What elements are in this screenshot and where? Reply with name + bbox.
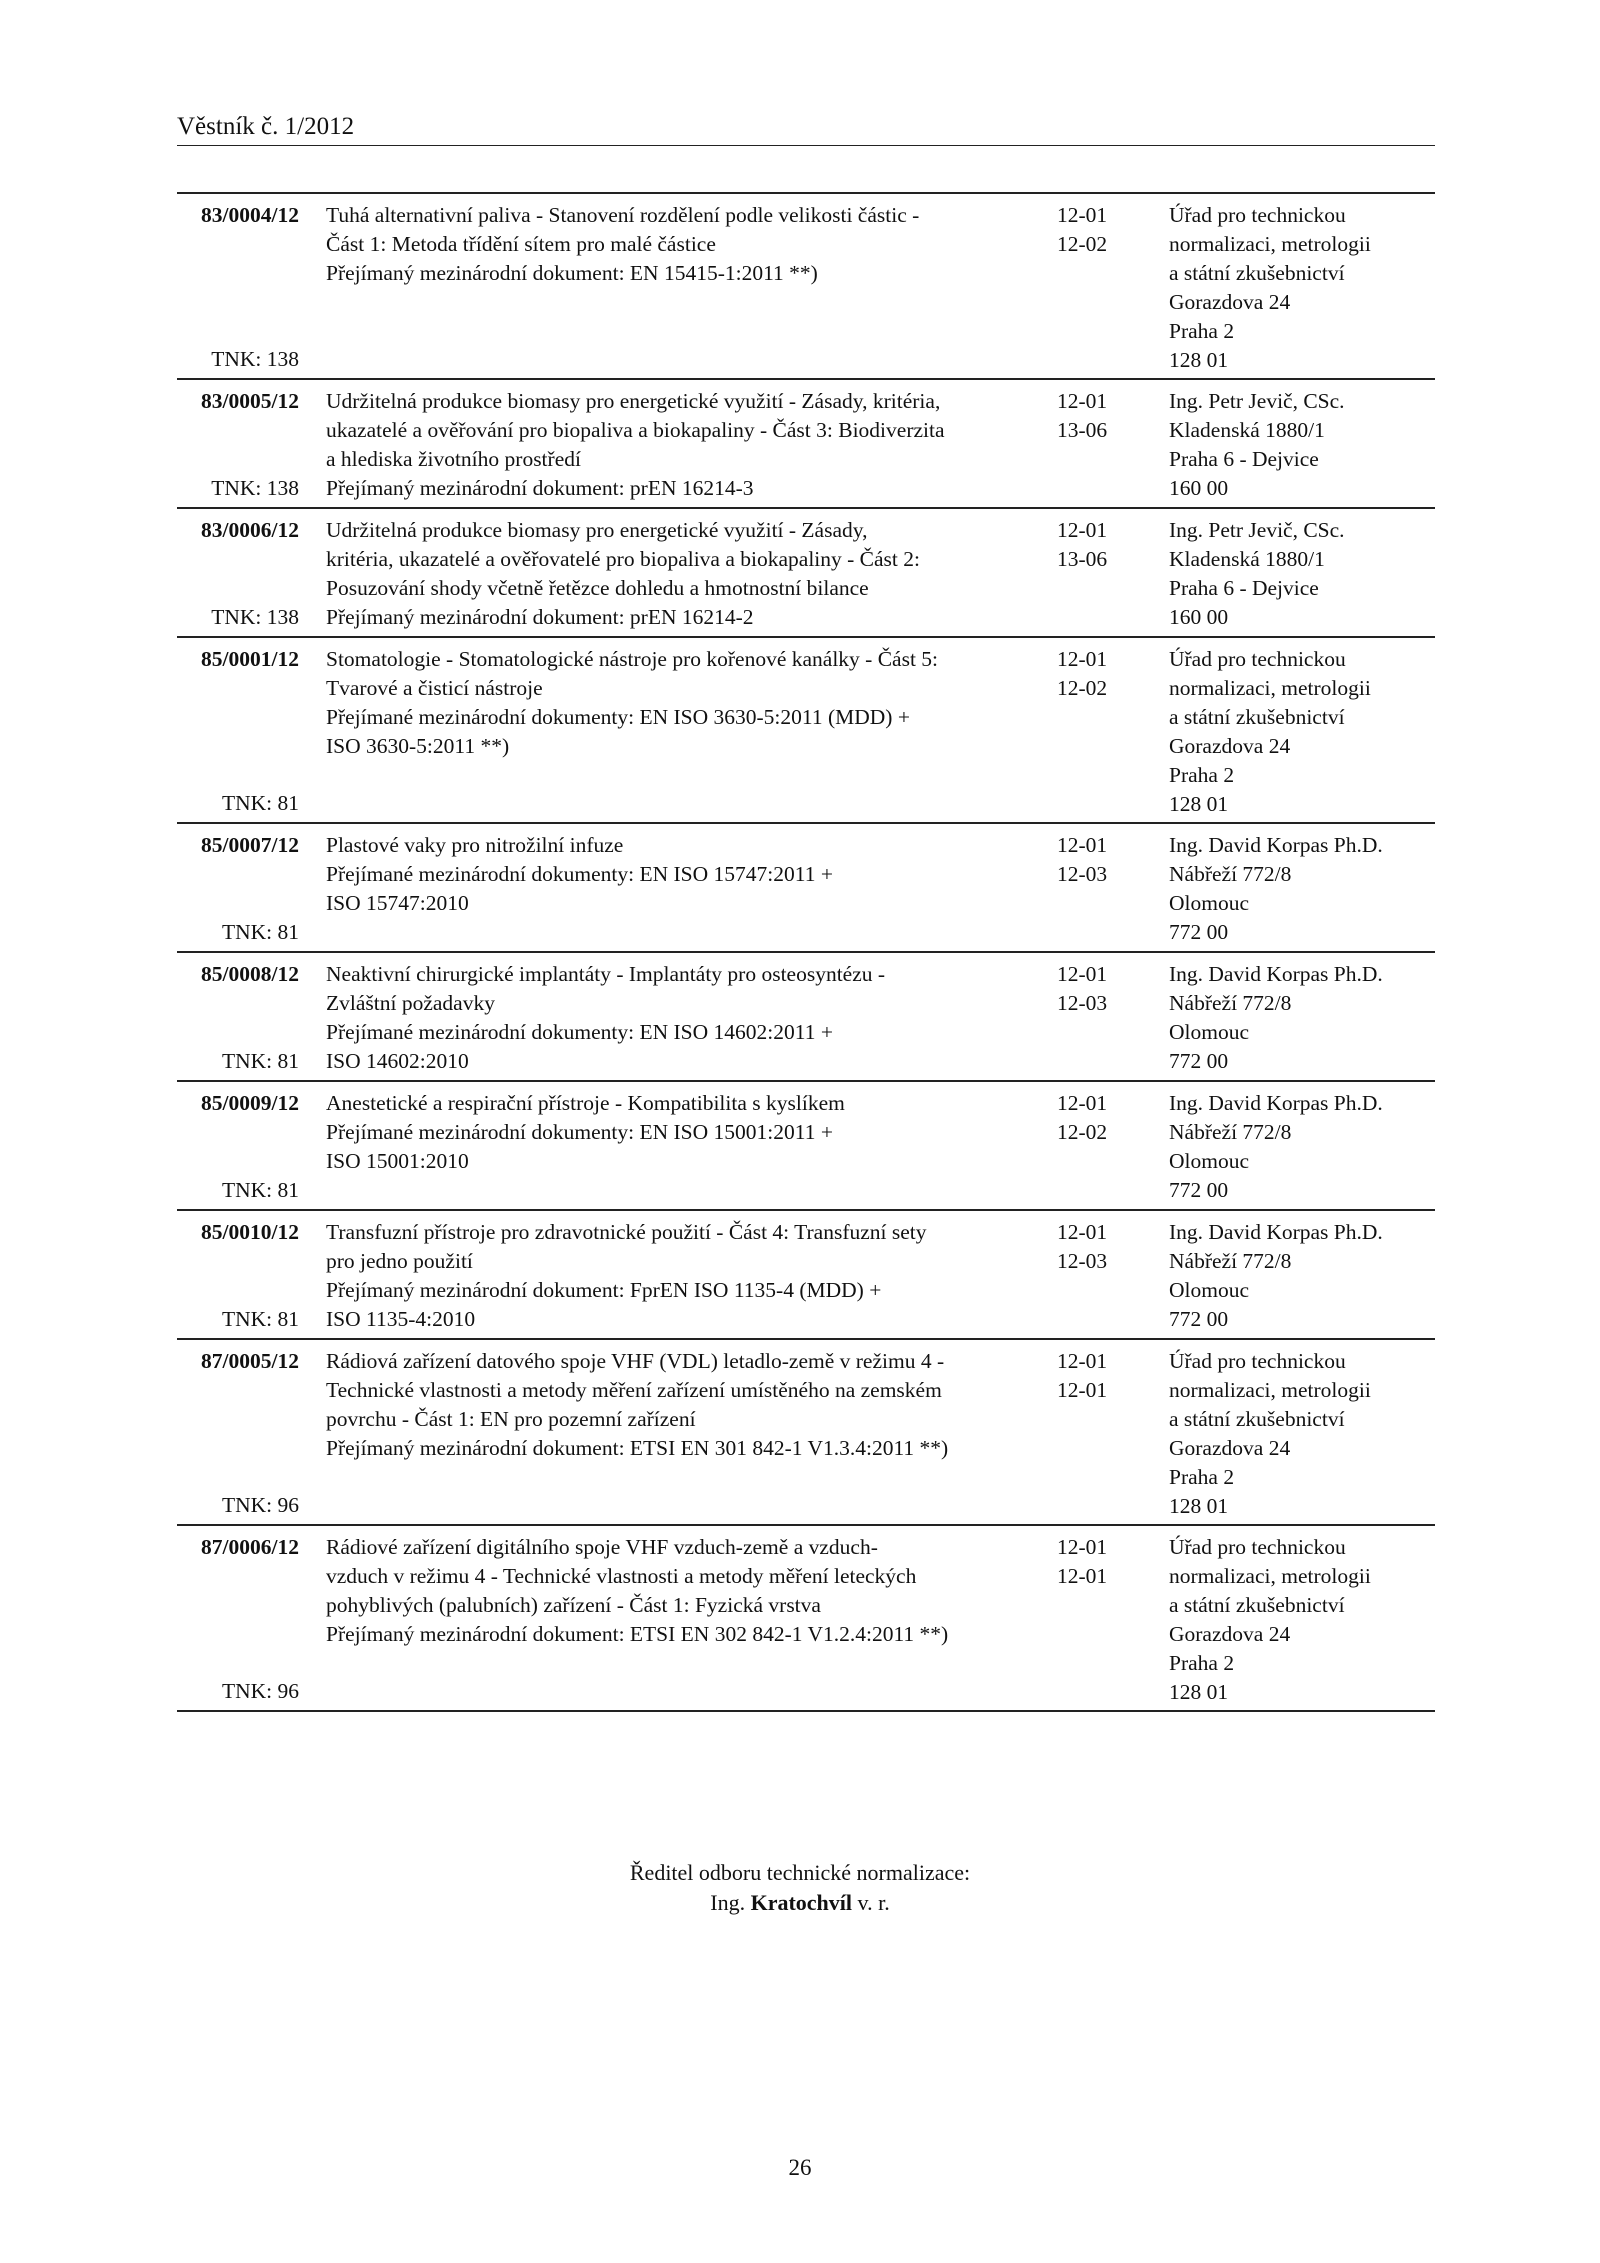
standard-title-line: kritéria, ukazatelé a ověřovatelé pro biopaliva a biokapaliny - Část 2:	[326, 547, 921, 571]
standard-code: 85/0010/12	[201, 1220, 299, 1244]
table-row	[177, 1340, 1435, 1526]
signature-suffix: v. r.	[857, 1890, 890, 1915]
standard-title-line: ISO 3630-5:2011 **)	[326, 734, 510, 758]
processor-address-line: Praha 2	[1169, 1651, 1235, 1675]
processor-address-line: 128 01	[1169, 1680, 1229, 1704]
standard-title-line: Přejímaný mezinárodní dokument: prEN 16214-3	[326, 476, 754, 500]
processor-address-line: Úřad pro technickou	[1169, 647, 1346, 671]
tnk-label: TNK: 81	[221, 920, 299, 944]
standard-title-line: Část 1: Metoda třídění sítem pro malé částice	[326, 232, 716, 256]
processor-address	[1169, 645, 1431, 819]
standard-dates-line: 12-01	[1057, 1091, 1108, 1115]
processor-address-line: Praha 6 - Dejvice	[1169, 447, 1319, 471]
standard-dates-line: 12-03	[1057, 1249, 1108, 1273]
standard-dates-line: 13-06	[1057, 547, 1108, 571]
processor-address	[1169, 960, 1431, 1076]
standard-code: 85/0009/12	[201, 1091, 299, 1115]
processor-address	[1169, 1089, 1431, 1205]
standard-dates	[1057, 1218, 1137, 1276]
processor-address-line: 772 00	[1169, 1178, 1229, 1202]
standard-title-line: Přejímaný mezinárodní dokument: FprEN ISO 1135-4 (MDD) +	[326, 1278, 882, 1302]
standard-code: 85/0001/12	[201, 647, 299, 671]
standard-title	[326, 645, 1046, 761]
standard-dates-line: 12-01	[1057, 1378, 1108, 1402]
standard-title-line: pro jedno použití	[326, 1249, 473, 1273]
standard-title-line: Udržitelná produkce biomasy pro energetické využití - Zásady,	[326, 518, 868, 542]
processor-address	[1169, 1533, 1431, 1707]
standard-dates-line: 12-01	[1057, 389, 1108, 413]
standard-title	[326, 387, 1046, 503]
processor-address	[1169, 1347, 1431, 1521]
table-row	[177, 509, 1435, 638]
standard-title-line: Přejímaný mezinárodní dokument: prEN 16214-2	[326, 605, 754, 629]
standard-title-line: Stomatologie - Stomatologické nástroje pro kořenové kanálky - Část 5:	[326, 647, 939, 671]
processor-address	[1169, 516, 1431, 632]
processor-address	[1169, 387, 1431, 503]
standard-dates-line: 12-01	[1057, 833, 1108, 857]
standard-title	[326, 516, 1046, 632]
processor-address-line: Nábřeží 772/8	[1169, 862, 1292, 886]
header-divider	[177, 145, 1435, 146]
processor-address-line: Kladenská 1880/1	[1169, 547, 1325, 571]
page-header-title: Věstník č. 1/2012	[177, 113, 355, 140]
standard-title-line: Rádiové zařízení digitálního spoje VHF vzduch-země a vzduch-	[326, 1535, 878, 1559]
standard-dates-line: 12-01	[1057, 962, 1108, 986]
table-row	[177, 1211, 1435, 1340]
standard-title-line: Anestetické a respirační přístroje - Kompatibilita s kyslíkem	[326, 1091, 845, 1115]
processor-address-line: Praha 2	[1169, 319, 1235, 343]
processor-address-line: 160 00	[1169, 605, 1229, 629]
processor-address-line: Úřad pro technickou	[1169, 1535, 1346, 1559]
standard-title-line: Udržitelná produkce biomasy pro energetické využití - Zásady, kritéria,	[326, 389, 941, 413]
standard-title-line: a hlediska životního prostředí	[326, 447, 581, 471]
standard-dates-line: 12-03	[1057, 862, 1108, 886]
standard-dates	[1057, 201, 1137, 259]
standard-title-line: Tuhá alternativní paliva - Stanovení rozdělení podle velikosti částic -	[326, 203, 920, 227]
standard-dates-line: 12-03	[1057, 991, 1108, 1015]
processor-address-line: Nábřeží 772/8	[1169, 1249, 1292, 1273]
standard-title-line: Přejímaný mezinárodní dokument: ETSI EN 302 842-1 V1.2.4:2011 **)	[326, 1622, 949, 1646]
standard-title-line: Neaktivní chirurgické implantáty - Implantáty pro osteosyntézu -	[326, 962, 886, 986]
standard-dates-line: 12-01	[1057, 647, 1108, 671]
standard-title-line: Technické vlastnosti a metody měření zařízení umístěného na zemském	[326, 1378, 942, 1402]
standard-code: 87/0006/12	[201, 1535, 299, 1559]
standard-title-line: Přejímaný mezinárodní dokument: ETSI EN 301 842-1 V1.3.4:2011 **)	[326, 1436, 949, 1460]
tnk-label: TNK: 81	[221, 1307, 299, 1331]
processor-address-line: Praha 2	[1169, 763, 1235, 787]
standard-code: 83/0004/12	[201, 203, 299, 227]
signature-name-line	[0, 1888, 1600, 1918]
processor-address-line: Ing. Petr Jevič, CSc.	[1169, 518, 1345, 542]
standard-dates-line: 12-01	[1057, 203, 1108, 227]
table-row	[177, 1526, 1435, 1712]
standard-title	[326, 1089, 1046, 1176]
standard-dates	[1057, 1347, 1137, 1405]
signature-role: Ředitel odboru technické normalizace:	[629, 1860, 971, 1885]
standard-dates-line: 12-01	[1057, 1349, 1108, 1373]
processor-address-line: Olomouc	[1169, 1278, 1250, 1302]
processor-address-line: 128 01	[1169, 348, 1229, 372]
standard-dates	[1057, 960, 1137, 1018]
standard-title-line: Přejímané mezinárodní dokumenty: EN ISO 15747:2011 +	[326, 862, 833, 886]
processor-address-line: Ing. David Korpas Ph.D.	[1169, 962, 1383, 986]
processor-address-line: 772 00	[1169, 920, 1229, 944]
processor-address-line: Ing. David Korpas Ph.D.	[1169, 833, 1383, 857]
processor-address-line: Úřad pro technickou	[1169, 1349, 1346, 1373]
processor-address-line: Praha 2	[1169, 1465, 1235, 1489]
standard-title-line: Transfuzní přístroje pro zdravotnické použití - Část 4: Transfuzní sety	[326, 1220, 927, 1244]
standard-dates	[1057, 831, 1137, 889]
standard-code: 85/0008/12	[201, 962, 299, 986]
standard-title	[326, 1347, 1046, 1463]
standard-code: 87/0005/12	[201, 1349, 299, 1373]
processor-address-line: Gorazdova 24	[1169, 290, 1291, 314]
standard-title-line: Zvláštní požadavky	[326, 991, 495, 1015]
standard-title	[326, 1533, 1046, 1649]
standard-title	[326, 960, 1046, 1076]
processor-address-line: Olomouc	[1169, 891, 1250, 915]
signature-name: Kratochvíl	[750, 1890, 853, 1915]
processor-address-line: a státní zkušebnictví	[1169, 261, 1345, 285]
table-row	[177, 194, 1435, 380]
standard-dates-line: 12-01	[1057, 1535, 1108, 1559]
processor-address-line: Gorazdova 24	[1169, 734, 1291, 758]
standard-title	[326, 831, 1046, 918]
processor-address-line: normalizaci, metrologii	[1169, 1378, 1371, 1402]
standard-dates-line: 12-02	[1057, 232, 1108, 256]
standard-dates	[1057, 516, 1137, 574]
processor-address	[1169, 1218, 1431, 1334]
processor-address-line: 772 00	[1169, 1307, 1229, 1331]
standard-title-line: ISO 14602:2010	[326, 1049, 469, 1073]
processor-address	[1169, 201, 1431, 375]
tnk-label: TNK: 81	[221, 791, 299, 815]
tnk-label: TNK: 138	[211, 347, 299, 371]
standard-title-line: Posuzování shody včetně řetězce dohledu a hmotnostní bilance	[326, 576, 869, 600]
standard-title-line: ISO 1135-4:2010	[326, 1307, 476, 1331]
processor-address-line: 128 01	[1169, 1494, 1229, 1518]
standard-title	[326, 1218, 1046, 1334]
processor-address-line: Nábřeží 772/8	[1169, 991, 1292, 1015]
standard-code: 85/0007/12	[201, 833, 299, 857]
tnk-label: TNK: 81	[221, 1178, 299, 1202]
tnk-label: TNK: 138	[211, 605, 299, 629]
processor-address-line: 128 01	[1169, 792, 1229, 816]
standard-code: 83/0005/12	[201, 389, 299, 413]
standard-title-line: Přejímané mezinárodní dokumenty: EN ISO 14602:2011 +	[326, 1020, 833, 1044]
tnk-label: TNK: 81	[221, 1049, 299, 1073]
standard-title-line: Přejímané mezinárodní dokumenty: EN ISO 15001:2011 +	[326, 1120, 833, 1144]
processor-address-line: Úřad pro technickou	[1169, 203, 1346, 227]
processor-address-line: Gorazdova 24	[1169, 1622, 1291, 1646]
page-number: 26	[788, 2155, 812, 2180]
processor-address-line: Olomouc	[1169, 1020, 1250, 1044]
standard-dates	[1057, 645, 1137, 703]
table-row	[177, 380, 1435, 509]
standards-table	[177, 192, 1435, 1712]
processor-address-line: 160 00	[1169, 476, 1229, 500]
standard-title-line: pohyblivých (palubních) zařízení - Část 1: Fyzická vrstva	[326, 1593, 821, 1617]
standard-dates-line: 13-06	[1057, 418, 1108, 442]
processor-address-line: Ing. Petr Jevič, CSc.	[1169, 389, 1345, 413]
standard-dates	[1057, 1533, 1137, 1591]
processor-address-line: 772 00	[1169, 1049, 1229, 1073]
signature-prefix: Ing.	[710, 1890, 746, 1915]
tnk-label: TNK: 138	[211, 476, 299, 500]
processor-address-line: normalizaci, metrologii	[1169, 676, 1371, 700]
processor-address-line: Gorazdova 24	[1169, 1436, 1291, 1460]
table-row	[177, 638, 1435, 824]
standard-title-line: ISO 15747:2010	[326, 891, 469, 915]
standard-title-line: ISO 15001:2010	[326, 1149, 469, 1173]
standard-title-line: vzduch v režimu 4 - Technické vlastnosti a metody měření leteckých	[326, 1564, 917, 1588]
processor-address-line: a státní zkušebnictví	[1169, 1407, 1345, 1431]
processor-address-line: Nábřeží 772/8	[1169, 1120, 1292, 1144]
table-row	[177, 1082, 1435, 1211]
standard-title-line: Plastové vaky pro nitrožilní infuze	[326, 833, 624, 857]
processor-address-line: Ing. David Korpas Ph.D.	[1169, 1091, 1383, 1115]
processor-address-line: Praha 6 - Dejvice	[1169, 576, 1319, 600]
processor-address-line: a státní zkušebnictví	[1169, 705, 1345, 729]
processor-address-line: Olomouc	[1169, 1149, 1250, 1173]
standard-title-line: povrchu - Část 1: EN pro pozemní zařízení	[326, 1407, 696, 1431]
table-row	[177, 953, 1435, 1082]
standard-title-line: Rádiová zařízení datového spoje VHF (VDL) letadlo-země v režimu 4 -	[326, 1349, 945, 1373]
standard-title	[326, 201, 1046, 288]
processor-address-line: Kladenská 1880/1	[1169, 418, 1325, 442]
standard-code: 83/0006/12	[201, 518, 299, 542]
standard-title-line: Přejímané mezinárodní dokumenty: EN ISO 3630-5:2011 (MDD) +	[326, 705, 910, 729]
standard-dates-line: 12-02	[1057, 1120, 1108, 1144]
standard-title-line: ukazatelé a ověřování pro biopaliva a biokapaliny - Část 3: Biodiverzita	[326, 418, 945, 442]
tnk-label: TNK: 96	[221, 1679, 299, 1703]
standard-dates-line: 12-01	[1057, 518, 1108, 542]
processor-address-line: Ing. David Korpas Ph.D.	[1169, 1220, 1383, 1244]
standard-dates-line: 12-01	[1057, 1564, 1108, 1588]
standard-dates-line: 12-01	[1057, 1220, 1108, 1244]
processor-address-line: normalizaci, metrologii	[1169, 232, 1371, 256]
standard-dates-line: 12-02	[1057, 676, 1108, 700]
processor-address-line: a státní zkušebnictví	[1169, 1593, 1345, 1617]
processor-address-line: normalizaci, metrologii	[1169, 1564, 1371, 1588]
standard-dates	[1057, 387, 1137, 445]
processor-address	[1169, 831, 1431, 947]
table-row	[177, 824, 1435, 953]
standard-dates	[1057, 1089, 1137, 1147]
tnk-label: TNK: 96	[221, 1493, 299, 1517]
standard-title-line: Přejímaný mezinárodní dokument: EN 15415-1:2011 **)	[326, 261, 818, 285]
standard-title-line: Tvarové a čisticí nástroje	[326, 676, 543, 700]
